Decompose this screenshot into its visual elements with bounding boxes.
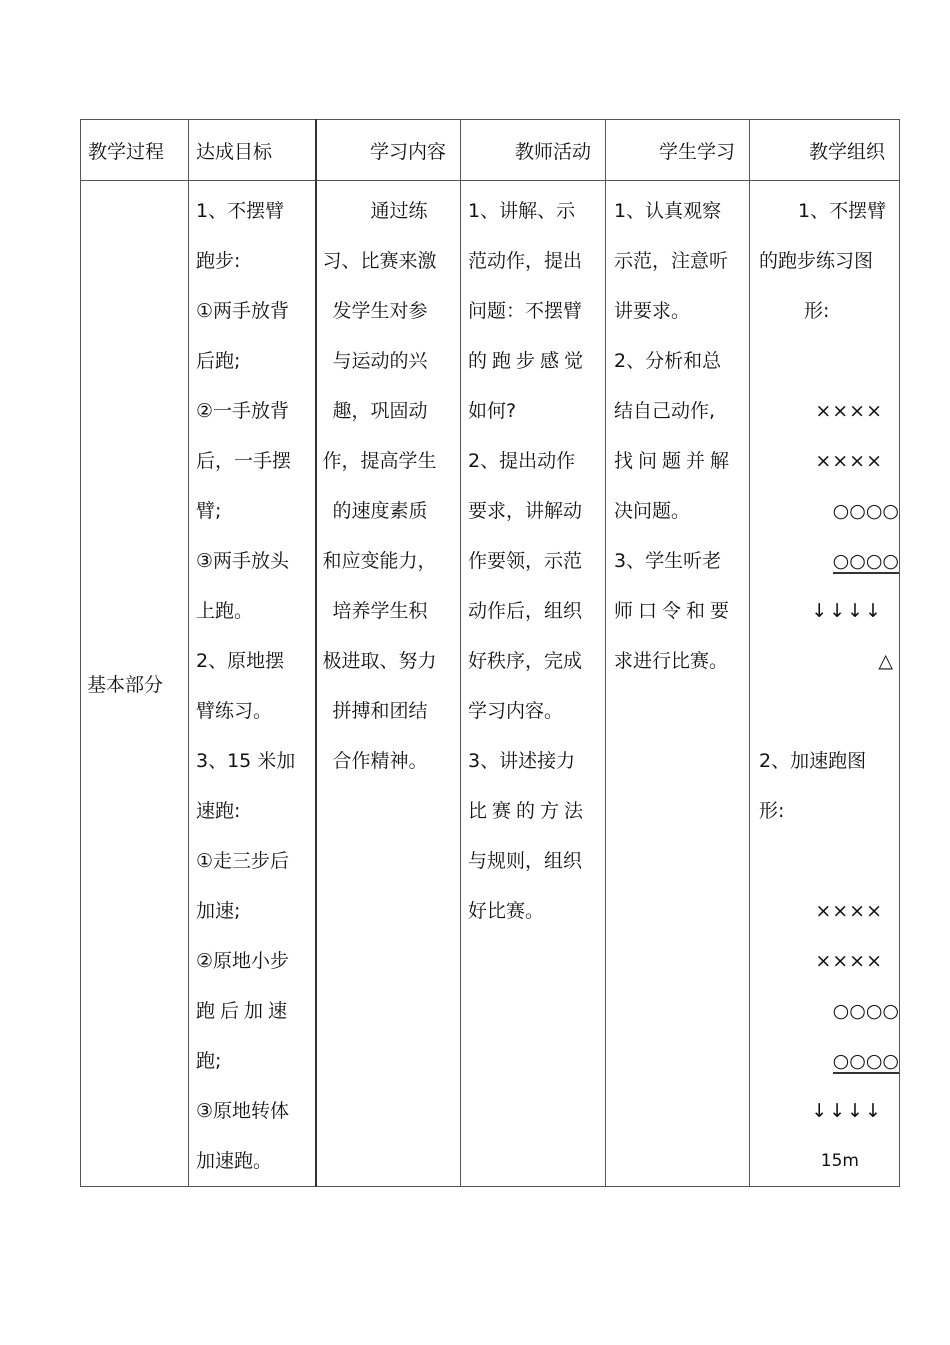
header-content: 学习内容	[316, 120, 461, 181]
goal-line: 速跑:	[196, 800, 241, 822]
fig2-circles-row: ○○○○	[832, 1050, 899, 1072]
content-line: 拼搏和团结	[332, 700, 428, 722]
teacher-line: 要求，讲解动	[468, 500, 583, 522]
content-line: 通过练	[370, 200, 428, 222]
teacher-line: 2、提出动作	[468, 450, 576, 472]
content-cell	[316, 181, 461, 1187]
fig2-title: 2、加速跑图	[759, 750, 867, 772]
goals-cell	[189, 181, 316, 1187]
goal-line: ③两手放头	[196, 550, 290, 572]
content-line: 培养学生积	[332, 600, 428, 622]
content-line: 合作精神。	[332, 750, 428, 772]
goal-line: ②原地小步	[196, 950, 290, 972]
goal-line: 2、原地摆	[196, 650, 285, 672]
teacher-activity-cell	[461, 181, 606, 1187]
fig2-circles-row: ○○○○	[832, 1000, 899, 1022]
goal-line: 后，一手摆	[196, 450, 292, 472]
teacher-line: 作要领，示范	[468, 550, 583, 572]
lesson-plan-table	[80, 119, 900, 1187]
header-teacher-activity: 教师活动	[461, 120, 606, 181]
fig2-crosses-row: ××××	[815, 950, 883, 972]
header-student-learning: 学生学习	[606, 120, 750, 181]
teacher-line: 好比赛。	[468, 900, 545, 922]
student-line: 示范，注意听	[614, 250, 729, 272]
content-line: 极进取、努力	[322, 650, 437, 672]
teacher-line: 比赛的方法	[468, 800, 589, 822]
teacher-line: 问题：不摆臂	[468, 300, 583, 322]
goal-line: 跑步:	[196, 250, 241, 272]
student-line: 结自己动作,	[614, 400, 716, 422]
teacher-line: 好秩序，完成	[468, 650, 583, 672]
content-line: 发学生对参	[332, 300, 428, 322]
content-line: 的速度素质	[332, 500, 428, 522]
student-line: 讲要求。	[614, 300, 691, 322]
fig1-crosses-row: ××××	[815, 400, 883, 422]
teacher-triangle-icon: △	[878, 650, 893, 672]
content-line: 趣，巩固动	[332, 400, 428, 422]
content-line: 和应变能力，	[322, 550, 437, 572]
student-line: 2、分析和总	[614, 350, 722, 372]
student-line: 求进行比赛。	[614, 650, 729, 672]
goal-line: 加速跑。	[196, 1150, 273, 1172]
goal-line: ①走三步后	[196, 850, 290, 872]
goal-line: 3、15 米加	[196, 750, 296, 772]
student-line: 1、认真观察	[614, 200, 722, 222]
teacher-line: 学习内容。	[468, 700, 564, 722]
teacher-line: 动作后，组织	[468, 600, 583, 622]
goal-line: ①两手放背	[196, 300, 290, 322]
fig2-crosses-row: ××××	[815, 900, 883, 922]
goal-line: 1、不摆臂	[196, 200, 285, 222]
goal-line: 加速;	[196, 900, 241, 922]
goal-line: ③原地转体	[196, 1100, 290, 1122]
goal-line: 跑;	[196, 1050, 222, 1072]
goal-line: 跑后加速	[196, 1000, 293, 1022]
fig1-title: 1、不摆臂	[798, 200, 887, 222]
fig1-arrows-row: ↓↓↓↓	[811, 600, 883, 622]
header-goals: 达成目标	[189, 120, 316, 181]
student-line: 3、学生听老	[614, 550, 722, 572]
student-learning-cell	[606, 181, 750, 1187]
table-row-basic	[81, 181, 900, 1187]
goal-line: ②一手放背	[196, 400, 290, 422]
teacher-line: 的跑步感觉	[468, 350, 589, 372]
student-line: 决问题。	[614, 500, 691, 522]
student-line: 师口令和要	[614, 600, 735, 622]
content-line: 与运动的兴	[332, 350, 428, 372]
goal-line: 臂练习。	[196, 700, 273, 722]
teacher-line: 范动作，提出	[468, 250, 583, 272]
fig1-circles-row: ○○○○	[832, 500, 899, 522]
teacher-line: 1、讲解、示	[468, 200, 576, 222]
organization-cell	[750, 181, 900, 1187]
fig1-title: 形:	[804, 300, 830, 322]
teacher-line: 3、讲述接力	[468, 750, 576, 772]
fig2-distance-label: 15m	[820, 1151, 859, 1171]
goal-line: 臂;	[196, 500, 222, 522]
fig1-crosses-row: ××××	[815, 450, 883, 472]
content-line: 作，提高学生	[322, 450, 437, 472]
goal-line: 上跑。	[196, 600, 254, 622]
header-organization: 教学组织	[750, 120, 900, 181]
goal-line: 后跑;	[196, 350, 241, 372]
table-header-row	[81, 120, 900, 181]
stage-cell: 基本部分	[81, 181, 189, 1187]
fig2-arrows-row: ↓↓↓↓	[811, 1100, 883, 1122]
fig1-circles-row: ○○○○	[832, 550, 899, 572]
fig1-title: 的跑步练习图	[759, 250, 874, 272]
teacher-line: 如何?	[468, 400, 517, 422]
content-line: 习、比赛来激	[322, 250, 437, 272]
teacher-line: 与规则，组织	[468, 850, 583, 872]
fig2-title: 形:	[759, 800, 785, 822]
header-teaching-process: 教学过程	[81, 120, 189, 181]
student-line: 找问题并解	[614, 450, 735, 472]
